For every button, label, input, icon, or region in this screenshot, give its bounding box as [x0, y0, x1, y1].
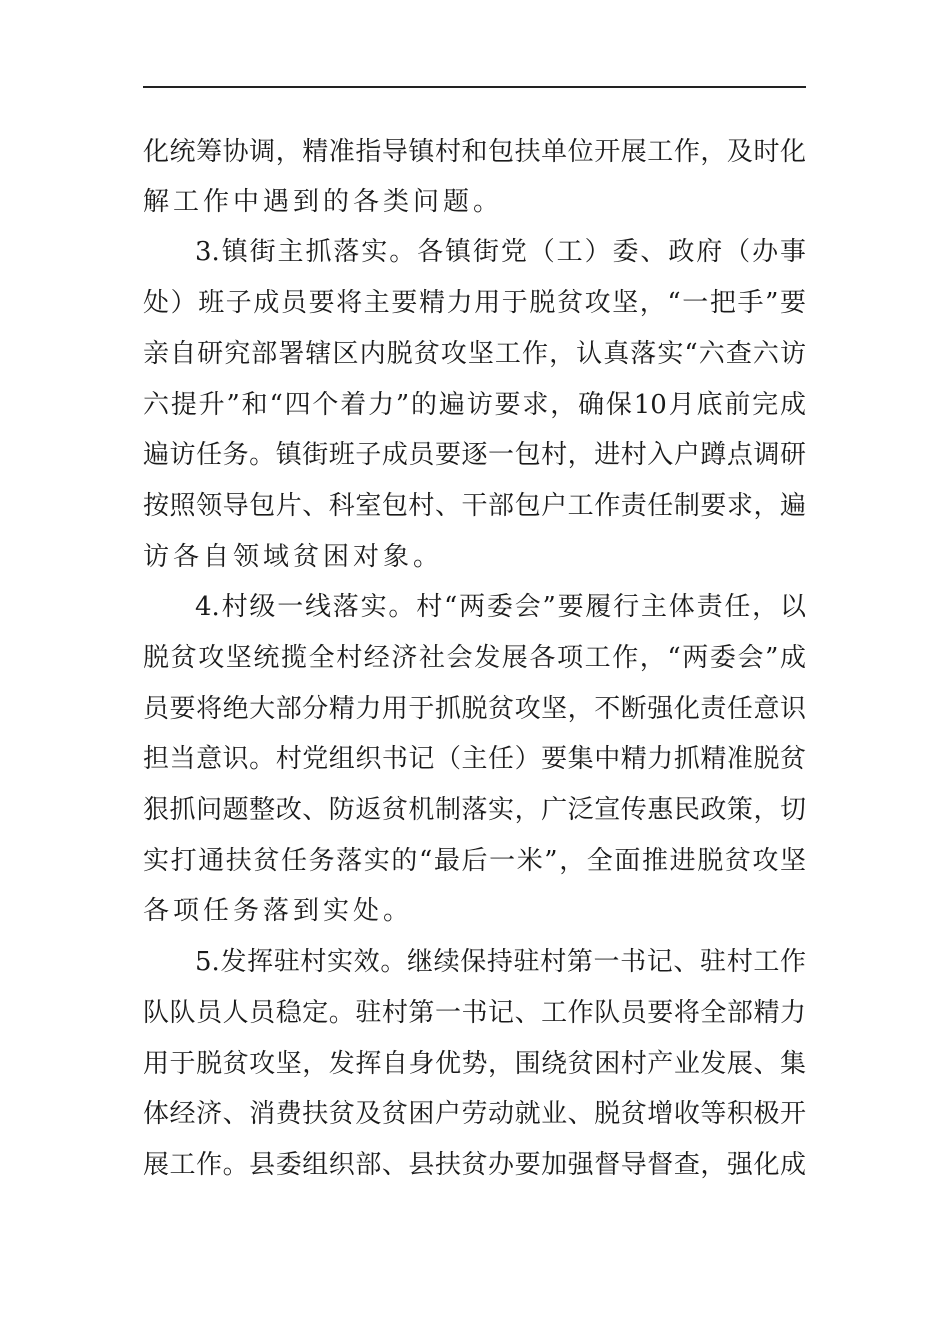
text-line: 体经济、消费扶贫及贫困户劳动就业、脱贫增收等积极开 [143, 1099, 806, 1129]
text-line: 解工作中遇到的各类问题。 [143, 187, 504, 217]
text-line: 担当意识。村党组织书记（主任）要集中精力抓精准脱贫 [143, 744, 806, 774]
text-line: 队队员人员稳定。驻村第一书记、工作队员要将全部精力 [143, 998, 806, 1028]
text-line: 狠抓问题整改、防返贫机制落实，广泛宣传惠民政策，切 [143, 795, 806, 825]
header-rule [143, 86, 806, 88]
text-line: 遍访任务。镇街班子成员要逐一包村，进村入户蹲点调研 [143, 440, 806, 470]
text-line: 展工作。县委组织部、县扶贫办要加强督导督查，强化成 [143, 1150, 806, 1180]
text-line: 处）班子成员要将主要精力用于脱贫攻坚，“一把手”要 [143, 288, 806, 318]
text-line: 脱贫攻坚统揽全村经济社会发展各项工作，“两委会”成 [143, 643, 806, 673]
text-line: 各项任务落到实处。 [143, 896, 414, 926]
text-line: 员要将绝大部分精力用于抓脱贫攻坚，不断强化责任意识 [143, 694, 806, 724]
text-line: 六提升”和“四个着力”的遍访要求，确保10月底前完成 [143, 390, 806, 420]
paragraph-4-start: 4.村级一线落实。村“两委会”要履行主体责任，以 [195, 592, 806, 622]
paragraph-3-start: 3.镇街主抓落实。各镇街党（工）委、政府（办事 [195, 237, 806, 267]
text-line: 亲自研究部署辖区内脱贫攻坚工作，认真落实“六查六访 [143, 339, 806, 369]
text-line: 用于脱贫攻坚，发挥自身优势，围绕贫困村产业发展、集 [143, 1049, 806, 1079]
text-line: 访各自领域贫困对象。 [143, 542, 444, 572]
text-line: 按照领导包片、科室包村、干部包户工作责任制要求，遍 [143, 491, 806, 521]
text-line: 化统筹协调，精准指导镇村和包扶单位开展工作，及时化 [143, 137, 806, 167]
paragraph-5-start: 5.发挥驻村实效。继续保持驻村第一书记、驻村工作 [195, 947, 806, 977]
text-line: 实打通扶贫任务落实的“最后一米”，全面推进脱贫攻坚 [143, 846, 806, 876]
